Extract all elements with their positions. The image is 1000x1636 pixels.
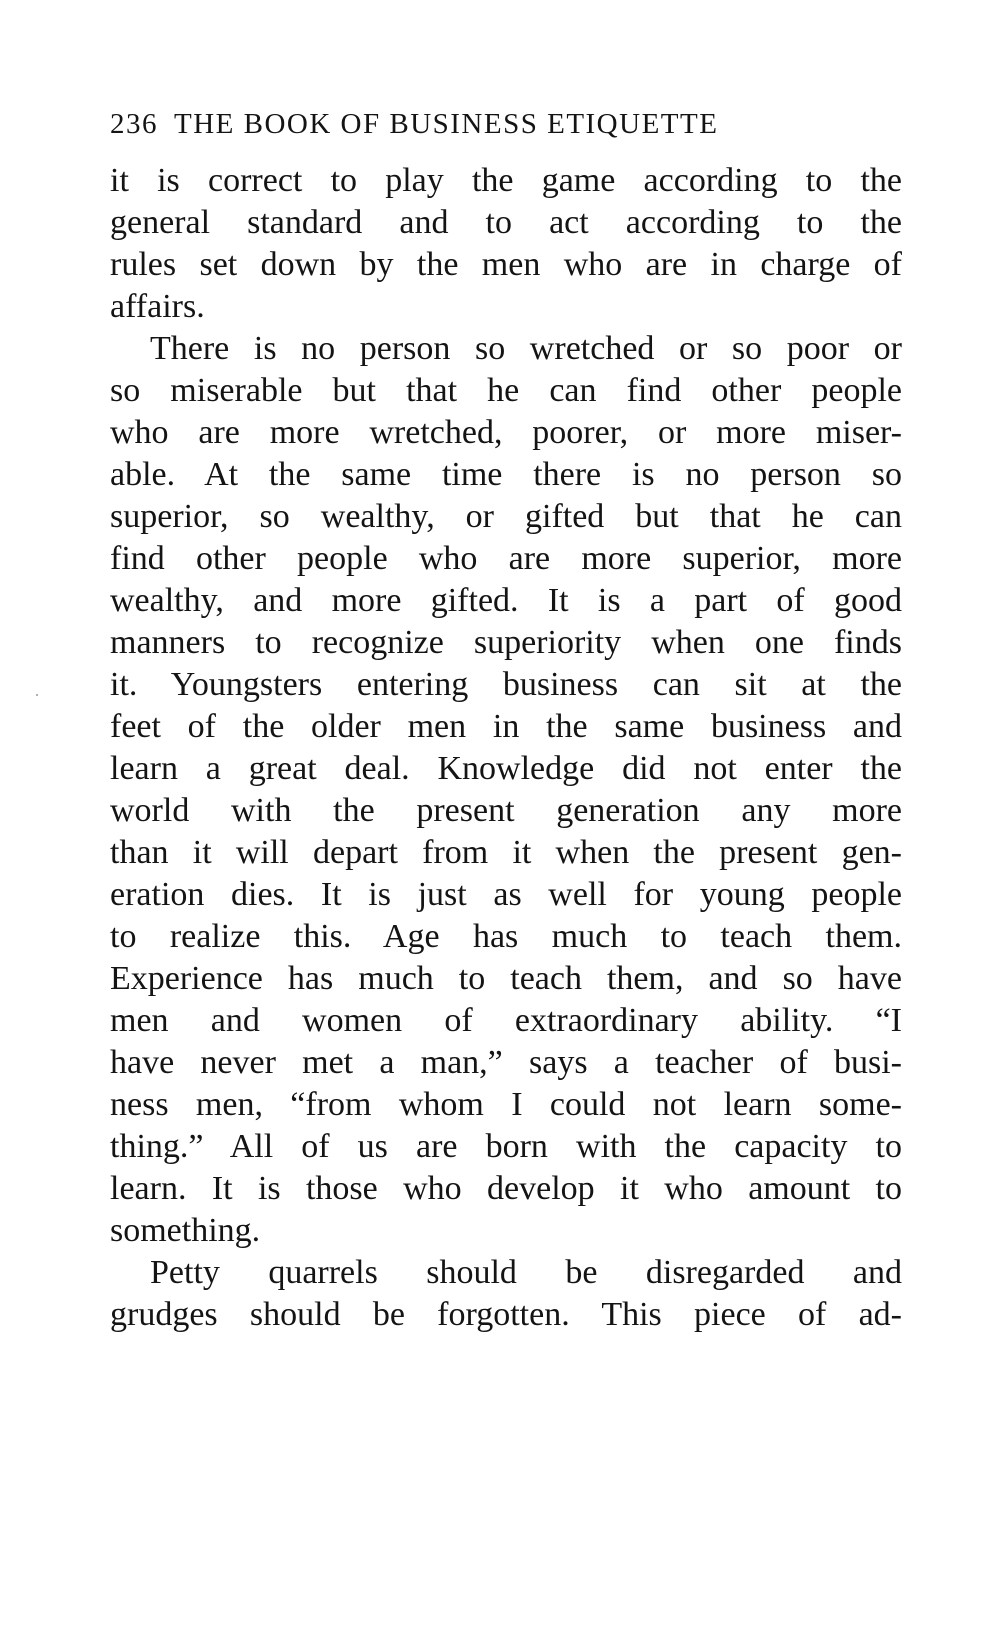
text-line: than it will depart from it when the present gen-: [110, 834, 902, 871]
paragraph-3: [110, 1252, 902, 1336]
text-line: Petty quarrels should be disregarded and: [150, 1254, 902, 1291]
text-line: eration dies. It is just as well for young people: [110, 876, 902, 913]
body-text: [110, 160, 902, 1336]
text-line: men and women of extraordinary ability. “I: [110, 1002, 902, 1039]
text-line: have never met a man,” says a teacher of busi-: [110, 1044, 902, 1081]
text-line: learn. It is those who develop it who amount to: [110, 1170, 902, 1207]
text-line: There is no person so wretched or so poor or: [150, 330, 902, 367]
text-line: something.: [110, 1212, 261, 1249]
margin-speck: [36, 694, 38, 696]
text-line: superior, so wealthy, or gifted but that he can: [110, 498, 902, 535]
page-number: 236: [110, 108, 158, 140]
text-line: who are more wretched, poorer, or more miser-: [110, 414, 902, 451]
text-line: it. Youngsters entering business can sit at the: [110, 666, 902, 703]
text-line: thing.” All of us are born with the capacity to: [110, 1128, 902, 1165]
text-line: general standard and to act according to the: [110, 204, 902, 241]
text-line: able. At the same time there is no person so: [110, 456, 902, 493]
text-line: find other people who are more superior, more: [110, 540, 902, 577]
text-line: to realize this. Age has much to teach them.: [110, 918, 902, 955]
text-line: Experience has much to teach them, and so have: [110, 960, 902, 997]
text-line: rules set down by the men who are in charge of: [110, 246, 902, 283]
text-line: manners to recognize superiority when one finds: [110, 624, 902, 661]
paragraph-2: [110, 328, 902, 1252]
text-line: world with the present generation any more: [110, 792, 902, 829]
text-line: grudges should be forgotten. This piece of ad-: [110, 1296, 902, 1333]
text-line: ness men, “from whom I could not learn some-: [110, 1086, 902, 1123]
text-line: affairs.: [110, 288, 205, 325]
paragraph-1: [110, 160, 902, 328]
text-line: wealthy, and more gifted. It is a part of good: [110, 582, 902, 619]
text-line: so miserable but that he can find other people: [110, 372, 902, 409]
running-header: [110, 104, 880, 144]
running-title: THE BOOK OF BUSINESS ETIQUETTE: [174, 108, 719, 140]
text-line: learn a great deal. Knowledge did not enter the: [110, 750, 902, 787]
text-line: feet of the older men in the same business and: [110, 708, 902, 745]
text-line: it is correct to play the game according to the: [110, 162, 902, 199]
